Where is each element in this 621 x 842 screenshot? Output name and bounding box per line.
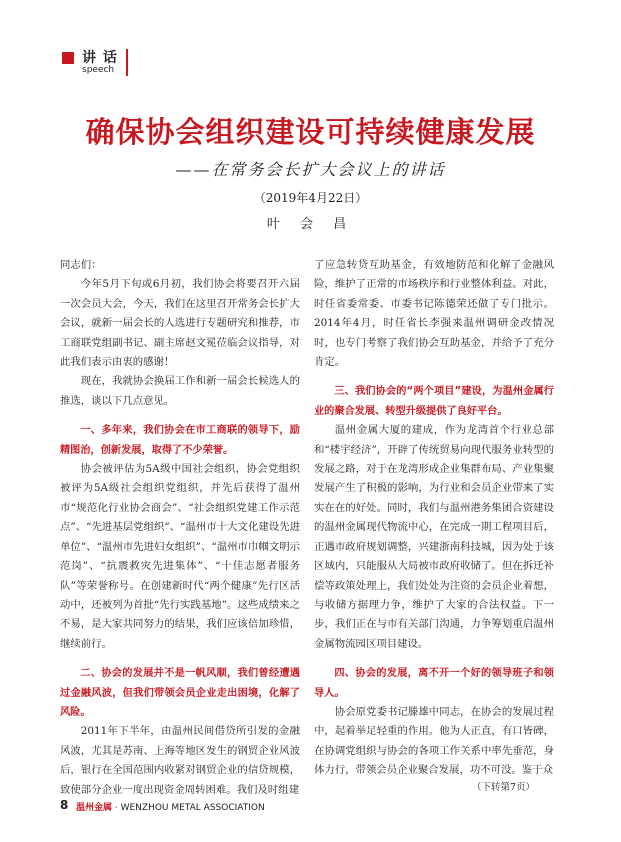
article-date: （2019年4月22日） bbox=[253, 191, 368, 205]
publication-name-en: · WENZHOU METAL ASSOCIATION bbox=[112, 803, 265, 813]
right-column bbox=[314, 256, 554, 781]
paragraph: 今年5月下旬或6月初，我们协会将要召开六届一次会员大会，今天，我们在这里召开常务会长扩大会议，就新一届会长的人选进行专题研究和推荐，市工商联党组副书记、副主席赵文冕莅临会议指导，对此我们表示由衷的感谢！ bbox=[60, 278, 300, 369]
article-subtitle: ——在常务会长扩大会议上的讲话 bbox=[175, 160, 446, 179]
paragraph: 温州金属大厦的建成，作为龙湾首个行业总部和“楼宇经济”，开辟了传统贸易向现代服务业转型的发展之路，对于在龙湾形成企业集群布局、产业集聚发展产生了积极的影响，为行业和会员企业带来了实实在在的好处。同时，我们与温州港务集团合资建设的温州金属现代物流中心，在完成一期工程项目后，正遇市政府规划调整，兴建浙南科技城，因为处于该区域内，只能服从大局被市政府收储了。但在拆迁补偿等政策处理上，我们处处为注资的会员企业着想，与收储方据理力争，维护了大家的合法权益。下一步，我们正在与市有关部门沟通，力争筹划重启温州金属物流园区项目建设。 bbox=[314, 424, 554, 650]
section-heading: 三、我们协会的“两个项目”建设，为温州金属行业的聚合发展、转型升级提供了良好平台。 bbox=[314, 386, 554, 417]
paragraph: 协会被评估为5A级中国社会组织，协会党组织被评为5A级社会组织党组织，并先后获得了温州市“规范化行业协会商会”、“社会组织党建工作示范点”、“先进基层党组织”、“温州市十大文化建设先进单位”、“温州市先进妇女组织”、“温州市巾帼文明示范岗”、“抗震救灾先进集体”、“十佳志愿者服务队”等荣誉称号。在创建新时代“两个健康”先行区活动中，还被列为首批“先行实践基地”。这些成绩来之不易，是大家共同努力的结果，我们应该倍加珍惜，继续前行。 bbox=[60, 463, 300, 650]
paragraph: 了应急转贷互助基金，有效地防范和化解了金融风险，维护了正常的市场秩序和行业整体利益。对此，时任省委常委、市委书记陈德荣还做了专门批示。2014年4月，时任省长李强来温州调研金改情况时，也专门考察了我们协会互助基金，并给予了充分肯定。 bbox=[314, 259, 554, 369]
paragraph: 2011年下半年，由温州民间借贷所引发的金融风波，尤其是苏南、上海等地区发生的钢贸企业风波后，银行在全国范围内收紧对钢贸企业的信贷规模，致使部分企业一度出现资金周转困难。我们及时组建 bbox=[60, 725, 300, 796]
section-heading: 二、协会的发展并不是一帆风顺，我们曾经遭遇过金融风波，但我们带领会员企业走出困境，化解了风险。 bbox=[60, 668, 300, 718]
publication-name-cn: 温州金属 bbox=[76, 803, 113, 813]
section-marker-square bbox=[62, 52, 74, 64]
publication-name bbox=[76, 800, 265, 813]
section-label-cn: 讲 话 bbox=[82, 50, 118, 66]
article-title: 确保协会组织建设可持续健康发展 bbox=[85, 115, 536, 149]
page-footer bbox=[60, 798, 570, 813]
section-heading: 四、协会的发展，离不开一个好的领导班子和领导人。 bbox=[314, 668, 554, 699]
section-heading: 一、多年来，我们协会在市工商联的领导下，励精图治，创新发展，取得了不少荣誉。 bbox=[60, 425, 300, 456]
article-author: 叶 会 昌 bbox=[266, 217, 355, 232]
page-number: 8 bbox=[60, 798, 69, 812]
section-label-en: speech bbox=[82, 65, 115, 75]
left-column bbox=[60, 256, 300, 800]
section-divider-bar bbox=[126, 49, 128, 76]
continuation-note: （下转第7页） bbox=[472, 782, 536, 793]
paragraph: 现在，我就协会换届工作和新一届会长候选人的推选，谈以下几点意见。 bbox=[60, 375, 300, 407]
paragraph: 协会原党委书记滕雄中同志，在协会的发展过程中，起着举足轻重的作用。他为人正直，有口皆碑，在协调党组织与协会的各项工作关系中率先垂范，身体力行，带领会员企业聚合发展，功不可没。鉴于众 bbox=[314, 705, 554, 777]
salutation: 同志们： bbox=[60, 259, 102, 271]
